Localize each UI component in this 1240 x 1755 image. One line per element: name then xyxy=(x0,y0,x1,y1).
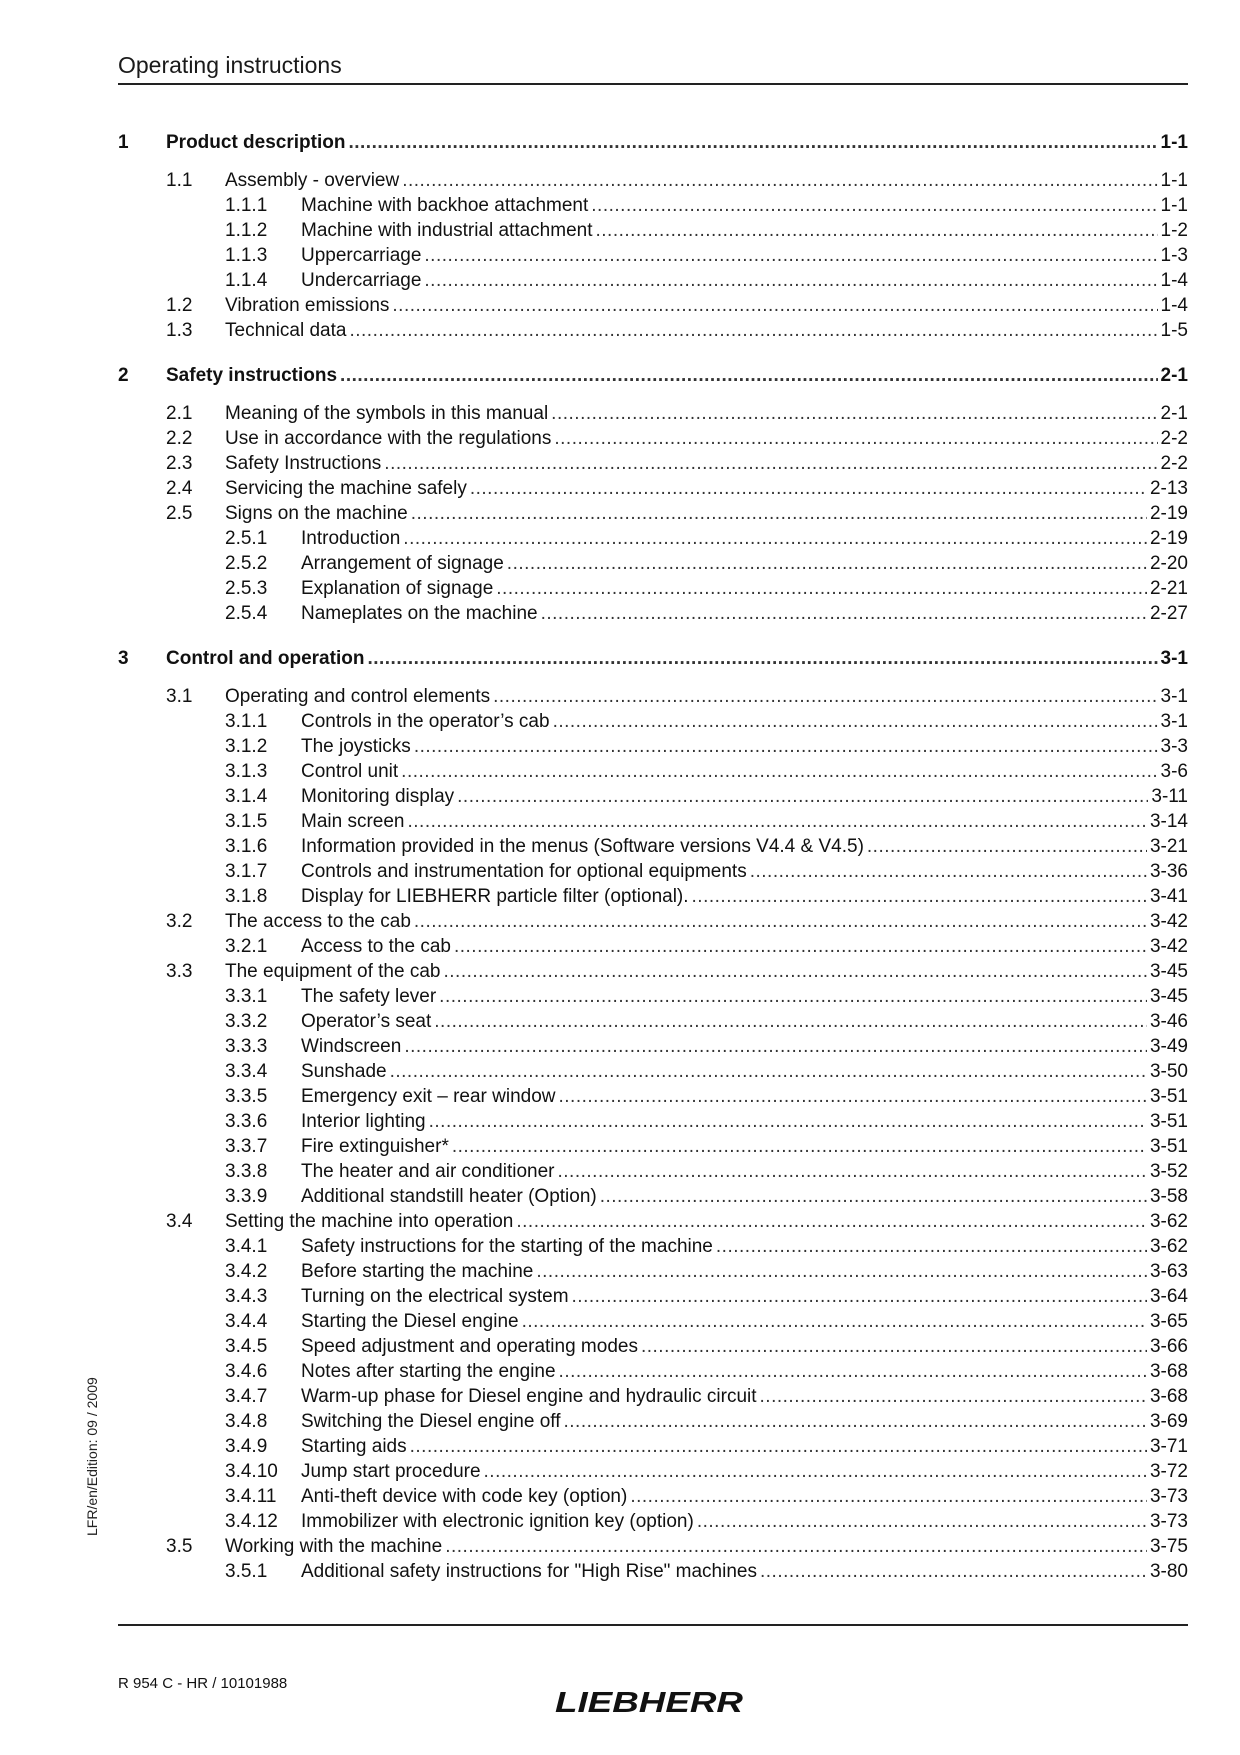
toc-entry-title: Access to the cab xyxy=(301,936,451,957)
toc-entry-number: 2.5.1 xyxy=(225,528,268,549)
dot-leader xyxy=(470,476,1147,501)
toc-subsection-entry[interactable] xyxy=(118,1034,1188,1059)
toc-entry-title: Before starting the machine xyxy=(301,1261,534,1282)
toc-subsection-entry[interactable] xyxy=(118,1084,1188,1109)
toc-entry-title: The joysticks xyxy=(301,736,411,757)
dot-leader xyxy=(401,759,1157,784)
toc-subsection-entry[interactable] xyxy=(118,218,1188,243)
toc-subsection-entry[interactable] xyxy=(118,243,1188,268)
toc-entry-number: 3.3.1 xyxy=(225,986,268,1007)
toc-entry-title: Switching the Diesel engine off xyxy=(301,1411,561,1432)
toc-entry-page: 3-46 xyxy=(1149,1011,1188,1032)
toc-entry-number: 3.3.3 xyxy=(225,1036,268,1057)
toc-entry-title: Controls in the operator’s cab xyxy=(301,711,550,732)
toc-entry-page: 1-1 xyxy=(1160,170,1188,191)
dot-leader xyxy=(348,130,1157,155)
toc-chapter xyxy=(118,363,1188,395)
toc-entry-title: Safety instructions for the starting of the machine xyxy=(301,1236,713,1257)
toc-entry-title: Immobilizer with electronic ignition key (option) xyxy=(301,1511,694,1532)
dot-leader xyxy=(558,1159,1147,1184)
toc-entry-page: 2-20 xyxy=(1149,553,1188,574)
toc-entry-title: Emergency exit – rear window xyxy=(301,1086,556,1107)
toc-subsection-entry[interactable] xyxy=(118,1409,1188,1434)
toc-entry-title: Windscreen xyxy=(301,1036,402,1057)
toc-section-entry[interactable] xyxy=(118,501,1188,526)
dot-leader xyxy=(484,1459,1147,1484)
toc-entry-number: 3 xyxy=(118,648,129,669)
toc-subsection-entry[interactable] xyxy=(118,1259,1188,1284)
toc-entry-number: 3.1 xyxy=(166,686,193,707)
toc-entry-title: Display for LIEBHERR particle filter (optional). xyxy=(301,886,689,907)
toc-subsection-entry[interactable] xyxy=(118,526,1188,551)
toc-entry-title: Notes after starting the engine xyxy=(301,1361,556,1382)
toc-entry-title: Undercarriage xyxy=(301,270,422,291)
toc-section-entry[interactable] xyxy=(118,318,1188,343)
dot-leader xyxy=(692,884,1147,909)
dot-leader xyxy=(390,1059,1147,1084)
toc-entry-page: 3-3 xyxy=(1160,736,1188,757)
toc-subsection-entry[interactable] xyxy=(118,1184,1188,1209)
toc-section-entry[interactable] xyxy=(118,168,1188,193)
dot-leader xyxy=(559,1084,1147,1109)
toc-subsection-entry[interactable] xyxy=(118,1559,1188,1584)
dot-leader xyxy=(516,1209,1147,1234)
toc-entry-number: 1.1 xyxy=(166,170,193,191)
toc-entry-number: 2.5.2 xyxy=(225,553,268,574)
toc-entry-title: Technical data xyxy=(225,320,347,341)
toc-entry-number: 3.4.2 xyxy=(225,1261,268,1282)
toc-chapter-block xyxy=(118,130,1188,343)
toc-entry-page: 3-68 xyxy=(1149,1386,1188,1407)
toc-section-entry[interactable] xyxy=(118,959,1188,984)
toc-entry-number: 3.3 xyxy=(166,961,193,982)
toc-entry-title: Additional standstill heater (Option) xyxy=(301,1186,597,1207)
toc-entry-page: 3-1 xyxy=(1160,686,1188,707)
toc-entry-title: Nameplates on the machine xyxy=(301,603,538,624)
toc-entry-page: 2-2 xyxy=(1160,453,1188,474)
toc-entry-title: Control and operation xyxy=(166,648,365,669)
toc-entry-number: 1.1.4 xyxy=(225,270,268,291)
toc-subsection-entry[interactable] xyxy=(118,859,1188,884)
toc-entry-title: Signs on the machine xyxy=(225,503,408,524)
dot-leader xyxy=(553,709,1158,734)
toc-entry-title: Explanation of signage xyxy=(301,578,494,599)
toc-entry-page: 2-27 xyxy=(1149,603,1188,624)
toc-section-entry[interactable] xyxy=(118,451,1188,476)
toc-entry-title: Arrangement of signage xyxy=(301,553,504,574)
toc-subsection-entry[interactable] xyxy=(118,1484,1188,1509)
toc-entry-page: 3-14 xyxy=(1149,811,1188,832)
dot-leader xyxy=(410,1434,1147,1459)
toc-entry-title: Servicing the machine safely xyxy=(225,478,467,499)
dot-leader xyxy=(411,501,1147,526)
toc-entry-page: 3-66 xyxy=(1149,1336,1188,1357)
toc-entry-page: 1-1 xyxy=(1160,195,1188,216)
dot-leader xyxy=(559,1359,1147,1384)
toc-subsection-entry[interactable] xyxy=(118,709,1188,734)
dot-leader xyxy=(443,959,1146,984)
toc-entry-title: The safety lever xyxy=(301,986,437,1007)
toc-section-entry[interactable] xyxy=(118,476,1188,501)
toc-entry-title: The equipment of the cab xyxy=(225,961,441,982)
toc-entry-number: 2.1 xyxy=(166,403,193,424)
toc-entry-title: Use in accordance with the regulations xyxy=(225,428,552,449)
footer-rule xyxy=(118,1624,1188,1626)
toc-entry-page: 3-65 xyxy=(1149,1311,1188,1332)
toc-subsection-entry[interactable] xyxy=(118,759,1188,784)
toc-entry-page: 1-4 xyxy=(1160,295,1188,316)
toc-subsection-entry[interactable] xyxy=(118,1434,1188,1459)
toc-entry-number: 3.4.12 xyxy=(225,1511,278,1532)
dot-leader xyxy=(367,646,1157,671)
toc-subsection-entry[interactable] xyxy=(118,1009,1188,1034)
toc-entry-title: Speed adjustment and operating modes xyxy=(301,1336,638,1357)
toc-entry-page: 3-62 xyxy=(1149,1236,1188,1257)
toc-entry-number: 3.1.5 xyxy=(225,811,268,832)
dot-leader xyxy=(563,1409,1146,1434)
toc-entry-title: Turning on the electrical system xyxy=(301,1286,569,1307)
toc-entry-title: Main screen xyxy=(301,811,405,832)
toc-entry-page: 2-21 xyxy=(1149,578,1188,599)
toc-subsection-entry[interactable] xyxy=(118,809,1188,834)
toc-entry-number: 3.4.8 xyxy=(225,1411,268,1432)
toc-chapter-block xyxy=(118,363,1188,626)
dot-leader xyxy=(452,1134,1147,1159)
dot-leader xyxy=(522,1309,1147,1334)
toc-entry-number: 3.5 xyxy=(166,1536,193,1557)
toc-entry-page: 3-64 xyxy=(1149,1286,1188,1307)
dot-leader xyxy=(434,1009,1147,1034)
toc-subsection-entry[interactable] xyxy=(118,1284,1188,1309)
toc-entry-page: 1-4 xyxy=(1160,270,1188,291)
toc-entry-page: 3-68 xyxy=(1149,1361,1188,1382)
toc-subsection-entry[interactable] xyxy=(118,834,1188,859)
dot-leader xyxy=(424,243,1157,268)
dot-leader xyxy=(340,363,1157,388)
toc-entry-page: 3-1 xyxy=(1160,711,1188,732)
toc-subsection-entry[interactable] xyxy=(118,1459,1188,1484)
toc-entry-page: 3-52 xyxy=(1149,1161,1188,1182)
dot-leader xyxy=(572,1284,1147,1309)
dot-leader xyxy=(402,168,1157,193)
toc-entry-number: 3.1.4 xyxy=(225,786,268,807)
toc-entry-page: 2-2 xyxy=(1160,428,1188,449)
toc-subsection-entry[interactable] xyxy=(118,551,1188,576)
toc-entry-page: 3-11 xyxy=(1151,786,1188,807)
toc-chapter xyxy=(118,646,1188,678)
dot-leader xyxy=(554,426,1157,451)
liebherr-logo xyxy=(553,1687,745,1715)
toc-entry-number: 3.5.1 xyxy=(225,1561,268,1582)
toc-entry-title: Assembly - overview xyxy=(225,170,400,191)
toc-entry-page: 3-42 xyxy=(1149,911,1188,932)
toc-entry-number: 3.4.4 xyxy=(225,1311,268,1332)
toc-entry-title: The access to the cab xyxy=(225,911,411,932)
dot-leader xyxy=(404,1034,1147,1059)
toc-section-entry[interactable] xyxy=(118,426,1188,451)
toc-entry-title: Vibration emissions xyxy=(225,295,390,316)
footer-model-number: R 954 C - HR / 10101988 xyxy=(118,1675,288,1692)
toc-entry-number: 3.4.11 xyxy=(225,1486,277,1507)
dot-leader xyxy=(349,318,1157,343)
toc-entry-page: 3-50 xyxy=(1149,1061,1188,1082)
toc-subsection-entry[interactable] xyxy=(118,193,1188,218)
dot-leader xyxy=(454,934,1147,959)
page-header-title: Operating instructions xyxy=(118,52,342,78)
toc-entry-number: 3.4.6 xyxy=(225,1361,268,1382)
toc-entry-number: 3.2 xyxy=(166,911,193,932)
toc-section-entry[interactable] xyxy=(118,293,1188,318)
toc-entry-number: 3.3.2 xyxy=(225,1011,268,1032)
toc-entry-page: 3-73 xyxy=(1149,1486,1188,1507)
toc-subsection-entry[interactable] xyxy=(118,1384,1188,1409)
toc-chapter-entry[interactable] xyxy=(118,130,1188,155)
toc-entry-title: Uppercarriage xyxy=(301,245,422,266)
toc-entry-page: 3-45 xyxy=(1149,986,1188,1007)
toc-entry-number: 1.2 xyxy=(166,295,193,316)
toc-entry-title: Meaning of the symbols in this manual xyxy=(225,403,549,424)
dot-leader xyxy=(392,293,1157,318)
toc-subsection-entry[interactable] xyxy=(118,1359,1188,1384)
toc-entry-number: 3.3.4 xyxy=(225,1061,268,1082)
toc-entry-number: 3.3.7 xyxy=(225,1136,268,1157)
toc-entry-number: 3.4.3 xyxy=(225,1286,268,1307)
toc-subsection-entry[interactable] xyxy=(118,884,1188,909)
toc-subsection-entry[interactable] xyxy=(118,1134,1188,1159)
toc-section-entry[interactable] xyxy=(118,909,1188,934)
dot-leader xyxy=(750,859,1147,884)
toc-entry-number: 2.5 xyxy=(166,503,193,524)
dot-leader xyxy=(630,1484,1147,1509)
toc-entry-page: 3-45 xyxy=(1149,961,1188,982)
toc-subsection-entry[interactable] xyxy=(118,1059,1188,1084)
dot-leader xyxy=(493,684,1157,709)
toc-entry-page: 3-72 xyxy=(1149,1461,1188,1482)
toc-entry-title: Additional safety instructions for "High Rise" machines xyxy=(301,1561,757,1582)
toc-entry-number: 1.3 xyxy=(166,320,193,341)
toc-entry-number: 2.5.3 xyxy=(225,578,268,599)
toc-entry-title: Warm-up phase for Diesel engine and hydraulic circuit xyxy=(301,1386,757,1407)
toc-entry-number: 3.4.1 xyxy=(225,1236,268,1257)
toc-entry-number: 1.1.2 xyxy=(225,220,268,241)
toc-entry-number: 3.4.5 xyxy=(225,1336,268,1357)
logo-lettering: LIEBHERR xyxy=(555,1687,744,1715)
toc-chapter-entry[interactable] xyxy=(118,646,1188,671)
toc-entry-number: 3.4 xyxy=(166,1211,193,1232)
toc-entry-page: 3-51 xyxy=(1149,1111,1188,1132)
toc-entry-number: 1.1.1 xyxy=(225,195,268,216)
toc-entry-number: 3.3.9 xyxy=(225,1186,268,1207)
toc-entry-number: 3.4.7 xyxy=(225,1386,268,1407)
dot-leader xyxy=(591,193,1157,218)
toc-entry-page: 3-58 xyxy=(1149,1186,1188,1207)
dot-leader xyxy=(414,734,1158,759)
toc-entry-number: 2.5.4 xyxy=(225,603,268,624)
toc-entry-page: 3-41 xyxy=(1149,886,1188,907)
toc-entry-title: Starting the Diesel engine xyxy=(301,1311,519,1332)
toc-entry-page: 2-13 xyxy=(1149,478,1188,499)
toc-entry-page: 1-3 xyxy=(1160,245,1188,266)
toc-entry-page: 2-1 xyxy=(1160,365,1188,386)
toc-chapter xyxy=(118,130,1188,162)
toc-entry-page: 2-19 xyxy=(1149,528,1188,549)
dot-leader xyxy=(867,834,1147,859)
dot-leader xyxy=(496,576,1147,601)
toc-entry-title: Operating and control elements xyxy=(225,686,491,707)
toc-entry-page: 2-1 xyxy=(1160,403,1188,424)
toc-entry-number: 2.3 xyxy=(166,453,193,474)
toc-entry-title: Fire extinguisher* xyxy=(301,1136,449,1157)
dot-leader xyxy=(507,551,1147,576)
toc-subsection-entry[interactable] xyxy=(118,1334,1188,1359)
dot-leader xyxy=(445,1534,1147,1559)
dot-leader xyxy=(424,268,1157,293)
toc-subsection-entry[interactable] xyxy=(118,268,1188,293)
header-rule xyxy=(118,83,1188,85)
toc-entry-number: 1.1.3 xyxy=(225,245,268,266)
toc-entry-page: 3-49 xyxy=(1149,1036,1188,1057)
toc-entry-page: 1-1 xyxy=(1160,132,1188,153)
toc-subsection-entry[interactable] xyxy=(118,576,1188,601)
dot-leader xyxy=(716,1234,1147,1259)
toc-entry-title: Interior lighting xyxy=(301,1111,426,1132)
dot-leader xyxy=(414,909,1147,934)
toc-entry-page: 3-36 xyxy=(1149,861,1188,882)
dot-leader xyxy=(697,1509,1147,1534)
toc-entry-page: 3-73 xyxy=(1149,1511,1188,1532)
toc-entry-title: Starting aids xyxy=(301,1436,407,1457)
toc-entry-page: 3-42 xyxy=(1149,936,1188,957)
toc-chapter-entry[interactable] xyxy=(118,363,1188,388)
toc-subsection-entry[interactable] xyxy=(118,601,1188,626)
toc-entry-title: Safety Instructions xyxy=(225,453,382,474)
toc-entry-page: 1-2 xyxy=(1160,220,1188,241)
toc-subsection-entry[interactable] xyxy=(118,1109,1188,1134)
toc-entry-number: 3.2.1 xyxy=(225,936,268,957)
toc-subsection-entry[interactable] xyxy=(118,984,1188,1009)
toc-subsection-entry[interactable] xyxy=(118,734,1188,759)
dot-leader xyxy=(551,401,1157,426)
toc-entry-page: 3-75 xyxy=(1149,1536,1188,1557)
toc-section-entry[interactable] xyxy=(118,684,1188,709)
toc-entry-page: 3-63 xyxy=(1149,1261,1188,1282)
toc-entry-number: 2.2 xyxy=(166,428,193,449)
toc-entry-title: Introduction xyxy=(301,528,401,549)
dot-leader xyxy=(541,601,1147,626)
toc-entry-page: 3-1 xyxy=(1160,648,1188,669)
dot-leader xyxy=(439,984,1147,1009)
toc-entry-title: Product description xyxy=(166,132,346,153)
toc-entry-number: 3.4.9 xyxy=(225,1436,268,1457)
toc-subsection-entry[interactable] xyxy=(118,1509,1188,1534)
toc-chapter-block xyxy=(118,646,1188,1584)
toc-entry-title: Machine with backhoe attachment xyxy=(301,195,589,216)
toc-entry-page: 3-71 xyxy=(1149,1436,1188,1457)
toc-entry-title: Sunshade xyxy=(301,1061,387,1082)
toc-entry-number: 3.1.6 xyxy=(225,836,268,857)
toc-entry-title: Monitoring display xyxy=(301,786,455,807)
toc-subsection-entry[interactable] xyxy=(118,1309,1188,1334)
dot-leader xyxy=(403,526,1147,551)
toc-entry-number: 3.1.1 xyxy=(225,711,268,732)
toc-entry-title: Safety instructions xyxy=(166,365,338,386)
toc-entry-title: Machine with industrial attachment xyxy=(301,220,593,241)
toc-subsection-entry[interactable] xyxy=(118,1159,1188,1184)
dot-leader xyxy=(536,1259,1147,1284)
toc-subsection-entry[interactable] xyxy=(118,934,1188,959)
toc-entry-number: 3.3.6 xyxy=(225,1111,268,1132)
toc-section-entry[interactable] xyxy=(118,1209,1188,1234)
toc-entry-page: 3-51 xyxy=(1149,1086,1188,1107)
dot-leader xyxy=(384,451,1157,476)
dot-leader xyxy=(408,809,1147,834)
toc-entry-title: Control unit xyxy=(301,761,399,782)
toc-entry-page: 3-51 xyxy=(1149,1136,1188,1157)
toc-entry-page: 1-5 xyxy=(1160,320,1188,341)
toc-entry-page: 3-80 xyxy=(1149,1561,1188,1582)
table-of-contents xyxy=(118,130,1188,1584)
edition-note: LFR/en/Edition: 09 / 2009 xyxy=(84,1377,100,1536)
toc-section-entry[interactable] xyxy=(118,1534,1188,1559)
toc-entry-title: Information provided in the menus (Software versions V4.4 & V4.5) xyxy=(301,836,864,857)
toc-entry-number: 3.4.10 xyxy=(225,1461,278,1482)
toc-entry-page: 3-62 xyxy=(1149,1211,1188,1232)
toc-entry-number: 3.3.8 xyxy=(225,1161,268,1182)
toc-entry-number: 3.1.7 xyxy=(225,861,268,882)
toc-entry-number: 2 xyxy=(118,365,129,386)
toc-entry-number: 1 xyxy=(118,132,129,153)
toc-entry-page: 3-21 xyxy=(1149,836,1188,857)
toc-entry-title: Jump start procedure xyxy=(301,1461,481,1482)
toc-entry-title: The heater and air conditioner xyxy=(301,1161,555,1182)
toc-entry-number: 3.3.5 xyxy=(225,1086,268,1107)
toc-subsection-entry[interactable] xyxy=(118,784,1188,809)
toc-entry-title: Operator’s seat xyxy=(301,1011,432,1032)
toc-entry-page: 2-19 xyxy=(1149,503,1188,524)
dot-leader xyxy=(641,1334,1147,1359)
dot-leader xyxy=(760,1384,1147,1409)
toc-entry-title: Anti-theft device with code key (option) xyxy=(301,1486,628,1507)
toc-entry-title: Controls and instrumentation for optional equipments xyxy=(301,861,747,882)
toc-entry-page: 3-6 xyxy=(1160,761,1188,782)
dot-leader xyxy=(760,1559,1147,1584)
dot-leader xyxy=(595,218,1157,243)
toc-entry-number: 2.4 xyxy=(166,478,193,499)
toc-entry-title: Working with the machine xyxy=(225,1536,443,1557)
toc-section-entry[interactable] xyxy=(118,401,1188,426)
toc-entry-number: 3.1.2 xyxy=(225,736,268,757)
dot-leader xyxy=(457,784,1148,809)
toc-entry-page: 3-69 xyxy=(1149,1411,1188,1432)
toc-entry-number: 3.1.3 xyxy=(225,761,268,782)
toc-subsection-entry[interactable] xyxy=(118,1234,1188,1259)
dot-leader xyxy=(429,1109,1147,1134)
dot-leader xyxy=(600,1184,1147,1209)
toc-entry-title: Setting the machine into operation xyxy=(225,1211,514,1232)
toc-entry-number: 3.1.8 xyxy=(225,886,268,907)
